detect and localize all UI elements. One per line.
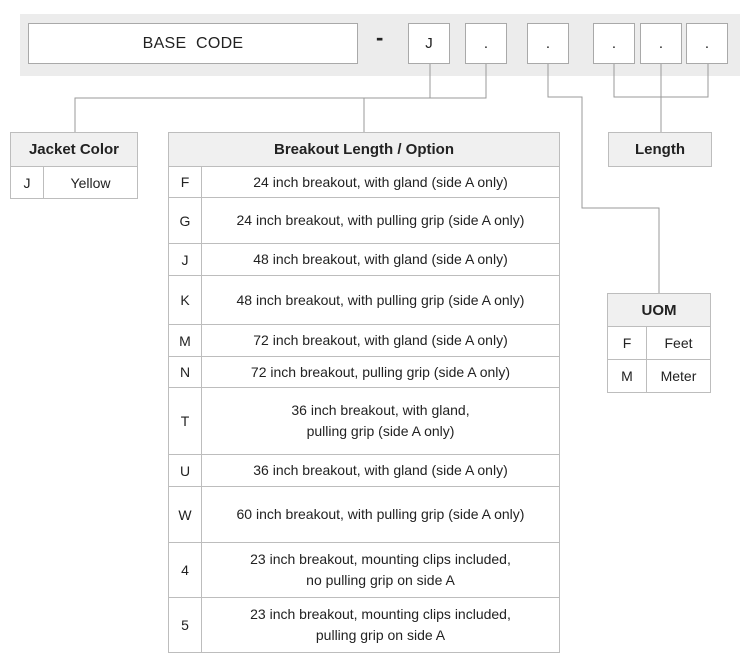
length-slot-1-value: . (611, 35, 617, 52)
length-table (608, 132, 712, 167)
option-desc (202, 543, 560, 598)
option-desc: 24 inch breakout, with gland (side A only) (202, 167, 560, 198)
jacket-code: J (11, 167, 44, 199)
table-row (169, 455, 560, 487)
option-code: 5 (169, 598, 202, 653)
table-row (169, 167, 560, 198)
uom-slot-value: . (545, 35, 551, 52)
option-desc: 48 inch breakout, with pulling grip (side A only) (202, 276, 560, 325)
base-code-label: BASE CODE (142, 34, 244, 52)
length-slot-2-value: . (658, 35, 664, 52)
option-desc (202, 388, 560, 455)
table-row (169, 543, 560, 598)
jacket-label: Yellow (44, 167, 138, 199)
table-row (608, 360, 711, 393)
option-code: F (169, 167, 202, 198)
table-row (169, 325, 560, 357)
option-desc: 72 inch breakout, with gland (side A only) (202, 325, 560, 357)
uom-code: M (608, 360, 647, 393)
option-desc: 60 inch breakout, with pulling grip (side A only) (202, 487, 560, 543)
code-separator: - (376, 25, 384, 50)
uom-table-header: UOM (608, 294, 711, 327)
option-code: 4 (169, 543, 202, 598)
breakout-connector (364, 64, 486, 132)
jacket-slot-value: J (425, 35, 433, 52)
option-code: U (169, 455, 202, 487)
table-row (169, 388, 560, 455)
table-row (169, 598, 560, 653)
table-row (11, 167, 138, 199)
option-desc: 72 inch breakout, pulling grip (side A only) (202, 357, 560, 388)
breakout-slot-value: . (483, 35, 489, 52)
option-desc-line: pulling grip (side A only) (306, 423, 455, 439)
uom-label: Feet (647, 327, 711, 360)
table-row (608, 327, 711, 360)
option-desc-line: 23 inch breakout, mounting clips included, (250, 606, 511, 622)
jacket-color-table (10, 132, 138, 199)
option-desc-line: 36 inch breakout, with gland, (291, 402, 470, 418)
table-row (169, 198, 560, 244)
length-slot-3-value: . (704, 35, 710, 52)
option-desc (202, 598, 560, 653)
uom-connector (548, 64, 659, 293)
table-row (169, 244, 560, 276)
uom-label: Meter (647, 360, 711, 393)
option-desc: 36 inch breakout, with gland (side A only) (202, 455, 560, 487)
option-code: W (169, 487, 202, 543)
option-code: T (169, 388, 202, 455)
table-row (169, 276, 560, 325)
option-code: G (169, 198, 202, 244)
option-desc: 48 inch breakout, with gland (side A only) (202, 244, 560, 276)
option-desc-line: pulling grip on side A (315, 627, 446, 643)
option-desc: 24 inch breakout, with pulling grip (side A only) (202, 198, 560, 244)
jacket-table-header: Jacket Color (11, 133, 138, 167)
option-desc-line: no pulling grip on side A (306, 572, 455, 588)
option-code: J (169, 244, 202, 276)
option-desc-line: 23 inch breakout, mounting clips included, (250, 551, 511, 567)
option-code: K (169, 276, 202, 325)
table-row (169, 487, 560, 543)
uom-table (607, 293, 711, 393)
option-code: M (169, 325, 202, 357)
breakout-table-header: Breakout Length / Option (169, 133, 560, 167)
length-table-header: Length (609, 133, 712, 167)
breakout-option-table (168, 132, 560, 653)
option-code: N (169, 357, 202, 388)
uom-code: F (608, 327, 647, 360)
table-row (169, 357, 560, 388)
